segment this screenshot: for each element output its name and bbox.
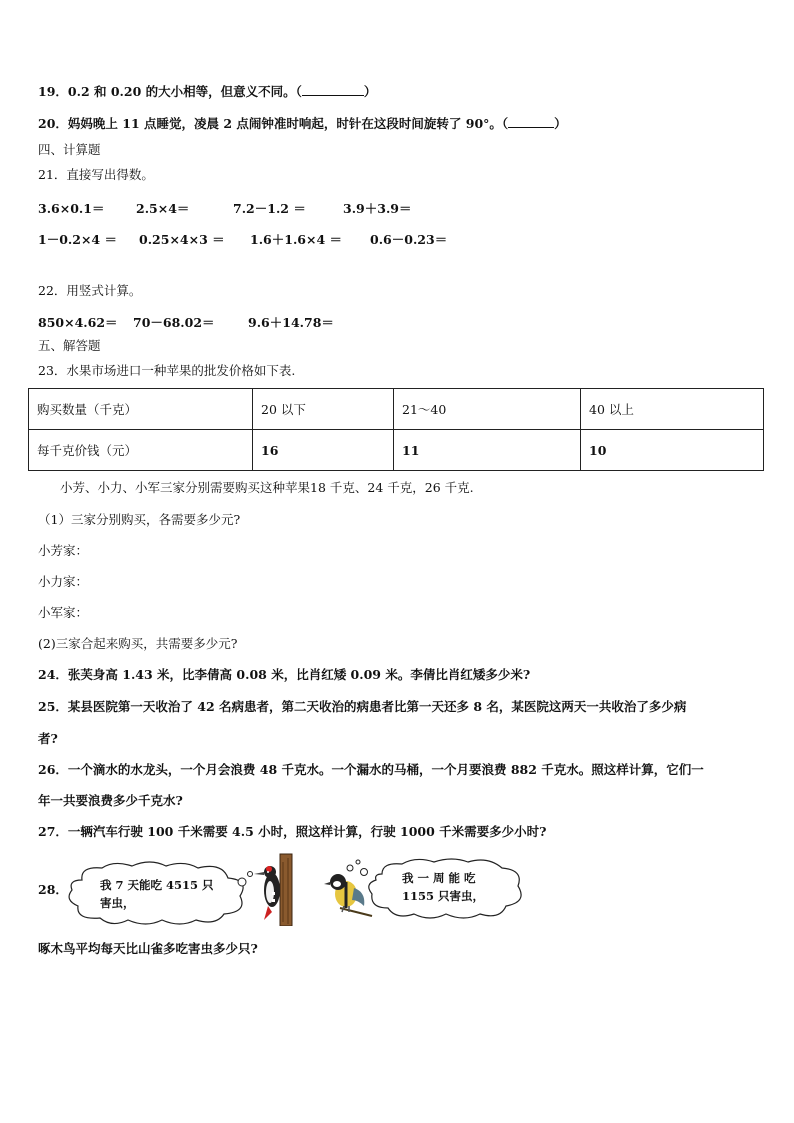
q21-item: 3.9＋3.9＝: [343, 201, 412, 216]
q21-item: 0.6－0.23＝: [370, 232, 448, 247]
q21-row-1: [0, 199, 794, 215]
question-text: 妈妈晚上 11 点睡觉，凌晨 2 点闹钟准时响起，时针在这段时间旋转了 90°。: [67, 116, 502, 131]
question-26-line-1: 26．一个滴水的水龙头，一个月会浪费 48 千克水。一个漏水的马桶，一个月要浪费 882 千克水。照这样计算，它们一: [38, 762, 704, 777]
q22-item: 70－68.02＝: [133, 315, 215, 330]
question-23-title: 23．水果市场进口一种苹果的批发价格如下表.: [38, 363, 296, 378]
table-cell: 每千克价钱（元）: [29, 430, 253, 471]
question-21-title: 21．直接写出得数。: [38, 167, 154, 182]
tit-line-1: 我 一 周 能 吃: [402, 871, 476, 885]
answer-blank[interactable]: [508, 116, 554, 128]
q23-answer-label-li: 小力家：: [38, 574, 89, 589]
table-row: [29, 430, 764, 471]
table-cell: 11: [394, 430, 581, 471]
q23-answer-label-jun: 小军家：: [38, 605, 89, 620]
question-24: 24．张芙身高 1.43 米，比李倩高 0.08 米，比肖红矮 0.09 米。李倩比肖红矮多少米?: [38, 667, 531, 682]
question-26-line-2: 年一共要浪费多少千克水?: [38, 793, 183, 808]
tit-speech-bubble: [342, 858, 528, 922]
answer-blank[interactable]: [302, 84, 364, 96]
question-27: 27．一辆汽车行驶 100 千米需要 4.5 小时，照这样计算，行驶 1000 千米需要多少小时?: [38, 824, 547, 839]
q22-item: 850×4.62＝: [38, 315, 118, 330]
q23-part-2: (2)三家合起来购买，共需要多少元?: [38, 636, 238, 651]
table-row: [29, 389, 764, 430]
q22-item: 9.6＋14.78＝: [248, 315, 334, 330]
question-20: 20．妈妈晚上 11 点睡觉，凌晨 2 点闹钟准时响起，时针在这段时间旋转了 90°。（ ）: [38, 116, 567, 131]
question-text: 0.2 和 0.20 的大小相等，但意义不同。: [67, 84, 296, 99]
q23-intro: 小芳、小力、小军三家分别需要购买这种苹果18 千克、24 千克，26 千克.: [60, 480, 474, 495]
q23-part-1: （1）三家分别购买，各需要多少元?: [38, 512, 241, 527]
table-cell: 21～40: [394, 389, 581, 430]
table-cell: 16: [253, 430, 394, 471]
section-heading-word-problems: 五、解答题: [38, 338, 101, 353]
table-cell: 10: [581, 430, 764, 471]
question-number: 20．: [38, 116, 68, 131]
woodpecker-line-1: 我 7 天能吃 4515 只: [100, 878, 214, 892]
q21-item: 0.25×4×3 ＝: [139, 232, 225, 247]
section-heading-calculation: 四、计算题: [38, 142, 101, 157]
question-28-text: 啄木鸟平均每天比山雀多吃害虫多少只?: [38, 941, 258, 956]
q21-item: 3.6×0.1＝: [38, 201, 105, 216]
woodpecker-icon: [250, 852, 298, 926]
question-19: 19．0.2 和 0.20 的大小相等，但意义不同。（ ）: [38, 84, 377, 99]
q21-row-2: [0, 230, 794, 246]
question-28-number: 28．: [38, 882, 68, 897]
table-cell: 40 以上: [581, 389, 764, 430]
q21-item: 1.6＋1.6×4 ＝: [250, 232, 343, 247]
question-22-title: 22．用竖式计算。: [38, 283, 142, 298]
q21-item: 1－0.2×4 ＝: [38, 232, 117, 247]
woodpecker-speech-bubble: [62, 860, 258, 930]
table-cell: 20 以下: [253, 389, 394, 430]
tit-line-2: 1155 只害虫，: [402, 889, 485, 903]
q21-item: 7.2－1.2 ＝: [233, 201, 306, 216]
question-number: 19．: [38, 84, 68, 99]
q23-answer-label-fang: 小芳家：: [38, 543, 89, 558]
q21-item: 2.5×4＝: [136, 201, 190, 216]
question-25-line-1: 25．某县医院第一天收治了 42 名病患者，第二天收治的病患者比第一天还多 8 名，某医院这两天一共收治了多少病: [38, 699, 687, 714]
thought-cloud-icon: [62, 860, 258, 930]
question-25-line-2: 者?: [38, 731, 58, 746]
table-cell: 购买数量（千克）: [29, 389, 253, 430]
q22-row: [0, 313, 794, 329]
price-table: [28, 388, 764, 471]
woodpecker-line-2: 害虫，: [100, 896, 135, 910]
